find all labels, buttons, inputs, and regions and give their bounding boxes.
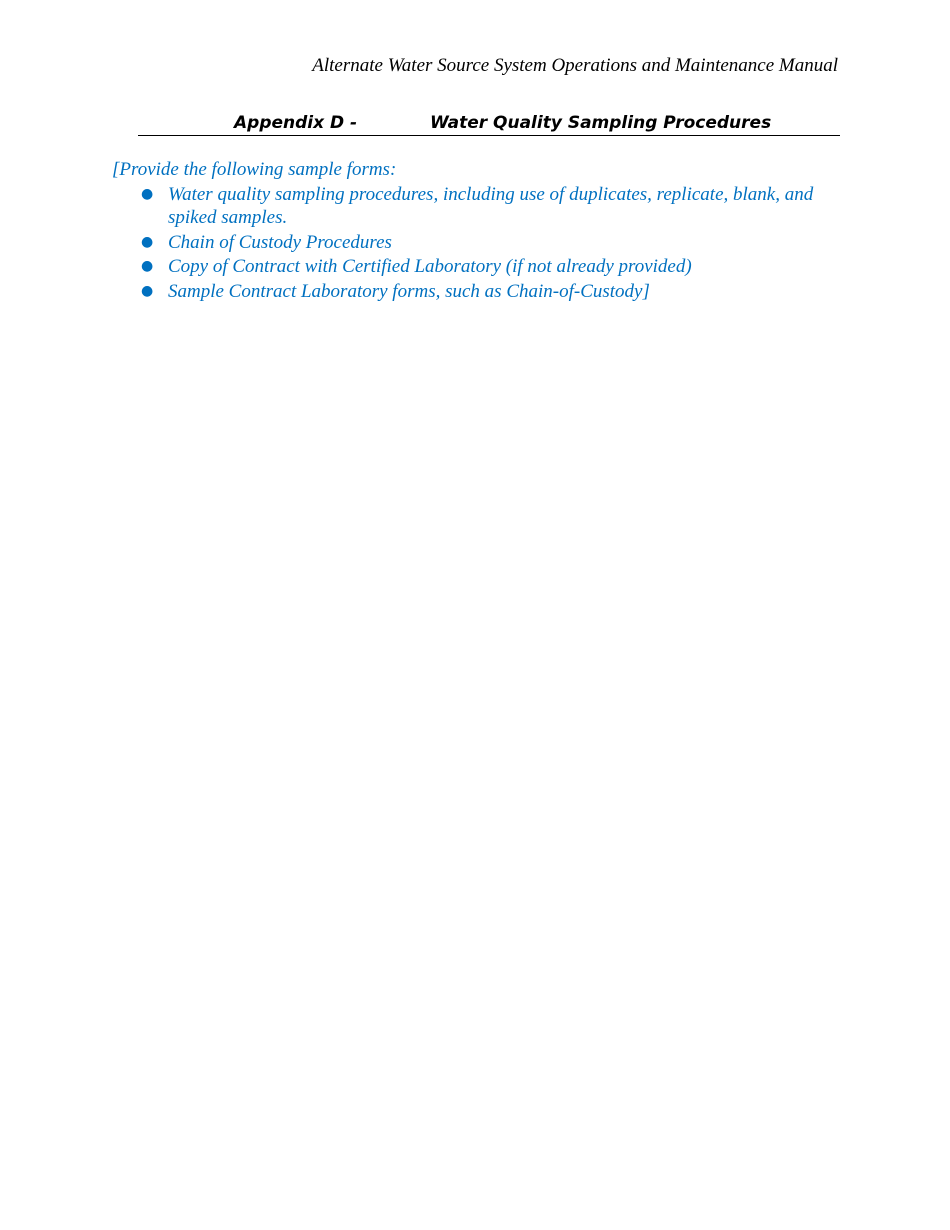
list-item	[112, 255, 822, 278]
list-item-text: Copy of Contract with Certified Laboratory (if not already provided)	[168, 256, 692, 277]
instructions-block	[112, 158, 822, 304]
instructions-intro: [Provide the following sample forms:	[112, 159, 397, 180]
bullet-icon: ●	[141, 282, 154, 299]
list-item-text: Chain of Custody Procedures	[168, 231, 392, 253]
list-item	[112, 280, 822, 303]
bullet-icon: ●	[141, 258, 154, 274]
appendix-title: Water Quality Sampling Procedures	[430, 113, 772, 133]
bullet-icon: ●	[141, 233, 154, 250]
bullet-icon: ●	[141, 186, 154, 202]
appendix-label: Appendix D -	[234, 113, 358, 133]
list-item	[112, 231, 822, 254]
instructions-list	[112, 183, 822, 303]
appendix-heading	[138, 111, 840, 136]
list-item	[112, 183, 822, 229]
running-header: Alternate Water Source System Operations and Maintenance Manual	[312, 55, 838, 76]
list-item-text: Water quality sampling procedures, including use of duplicates, replicate, blank, and spiked samples.	[168, 184, 814, 228]
list-item-text: Sample Contract Laboratory forms, such as Chain-of-Custody]	[168, 280, 650, 302]
